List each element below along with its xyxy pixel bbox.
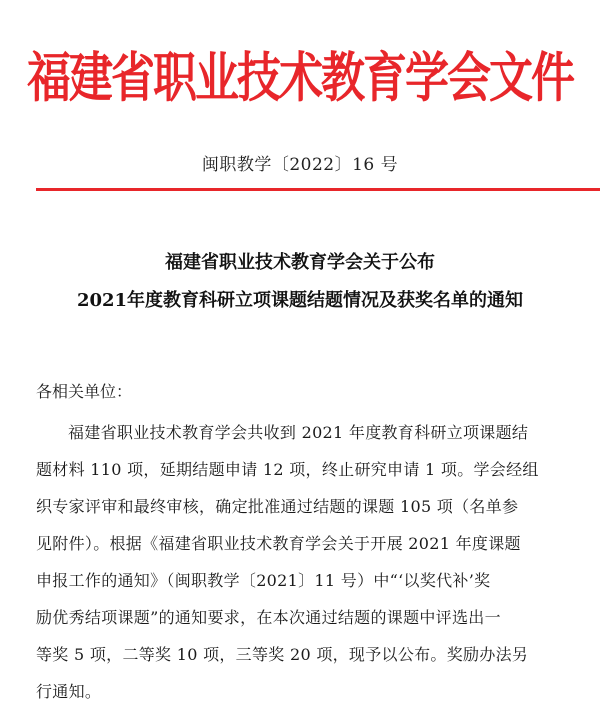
document-number: 闽职教学〔2022〕16 号: [201, 155, 399, 175]
body-line: 织专家评审和最终审核，确定批准通过结题的课题 105 项（名单参: [36, 497, 519, 516]
notice-title-line-1: 福建省职业技术教育学会关于公布: [165, 252, 435, 273]
masthead-title: 福建省职业技术教育学会文件: [27, 47, 573, 110]
body-line: 申报工作的通知》（闽职教学〔2021〕11 号）中“‘以奖代补’奖: [36, 571, 491, 590]
body-line: 行通知。: [36, 682, 102, 701]
body-line: 励优秀结项课题”的通知要求，在本次通过结题的课题中评选出一: [36, 608, 501, 627]
red-divider-rule: [36, 188, 600, 191]
body-line: 见附件）。根据《福建省职业技术教育学会关于开展 2021 年度课题: [36, 534, 521, 553]
body-line: 题材料 110 项，延期结题申请 12 项，终止研究申请 1 项。学会经组: [36, 460, 539, 479]
body-line: 等奖 5 项，二等奖 10 项，三等奖 20 项，现予以公布。奖励办法另: [36, 645, 529, 664]
body-line: 福建省职业技术教育学会共收到 2021 年度教育科研立项课题结: [68, 423, 529, 442]
salutation: 各相关单位：: [36, 382, 133, 401]
notice-title-line-2: 2021年度教育科研立项课题结题情况及获奖名单的通知: [76, 290, 524, 311]
